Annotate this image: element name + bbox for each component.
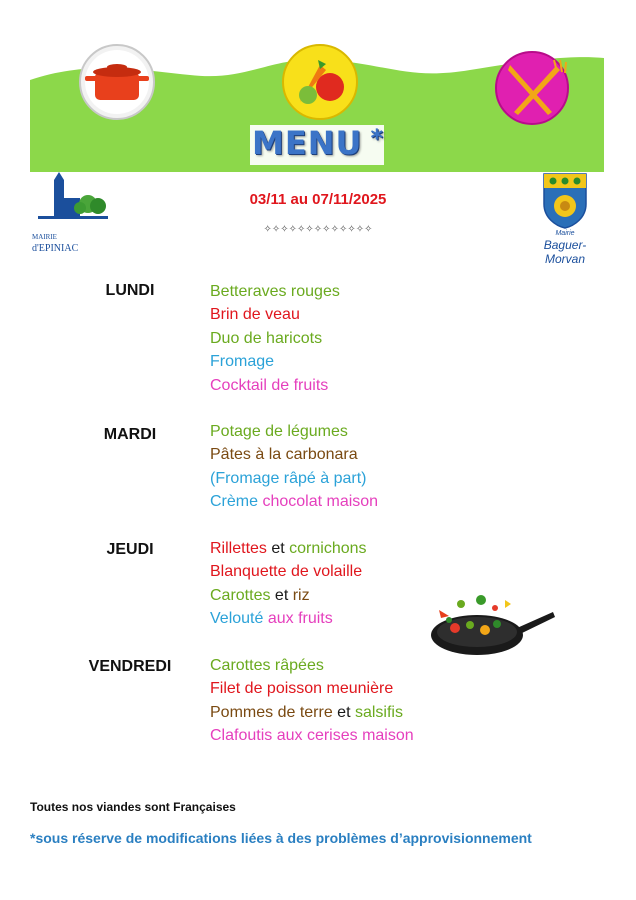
- dish-text: Blanquette de volaille: [210, 563, 363, 581]
- dish-text: et: [270, 586, 293, 604]
- dish-text: Brin de veau: [210, 306, 300, 324]
- dish-text: Pommes de terre: [210, 703, 333, 721]
- dish-text: Pâtes à la carbonara: [210, 446, 358, 464]
- footer-note-meat-origin: Toutes nos viandes sont Françaises: [30, 800, 236, 814]
- dish-item: [210, 490, 540, 513]
- dish-item: [210, 374, 540, 397]
- dish-text: aux fruits: [267, 610, 333, 628]
- baguer-morvan-mairie: Mairie: [555, 230, 575, 237]
- dish-text: Fromage: [210, 353, 275, 371]
- day-label-tuesday: MARDI: [103, 426, 157, 443]
- dish-item: [210, 350, 540, 373]
- dish-text: Filet de poisson meunière: [210, 680, 394, 698]
- dishes-monday: [210, 280, 540, 397]
- dish-item: [210, 280, 540, 303]
- cooking-pot-icon: [80, 45, 154, 119]
- dish-item: [210, 560, 540, 583]
- dish-text: Cocktail de fruits: [210, 376, 329, 394]
- epiniac-logo-name: d'EPINIAC: [32, 243, 79, 254]
- dishes-friday: [210, 654, 540, 748]
- dish-text: (Fromage râpé à part): [210, 469, 367, 487]
- knife-fork-icon: [496, 52, 568, 124]
- baguer-morvan-name: Baguer-Morvan: [543, 238, 587, 266]
- dish-text: Clafoutis aux cerises maison: [210, 727, 414, 745]
- dish-text: Carottes râpées: [210, 657, 324, 674]
- menu-title: [0, 124, 636, 162]
- dish-text: Crème: [210, 493, 263, 511]
- menu-title-asterisk: *: [370, 124, 385, 152]
- dish-text: riz: [292, 586, 310, 604]
- dish-item: [210, 701, 540, 724]
- dish-item: [210, 467, 540, 490]
- dish-item: [210, 724, 540, 747]
- day-label-monday: LUNDI: [105, 282, 155, 299]
- dish-text: salsifis: [354, 703, 403, 721]
- dish-text: Velouté: [210, 610, 268, 628]
- dish-text: cornichons: [289, 540, 367, 557]
- footer-note-disclaimer: *sous réserve de modifications liées à des problèmes d’approvisionnement: [30, 830, 532, 846]
- dish-text: Betteraves rouges: [210, 283, 340, 300]
- dish-text: Potage de légumes: [210, 423, 348, 440]
- dish-text: Duo de haricots: [210, 329, 323, 347]
- dish-text: Rillettes: [210, 540, 267, 557]
- frying-pan-illustration: [425, 590, 555, 665]
- dish-text: et: [332, 703, 355, 721]
- dish-item: [210, 420, 540, 443]
- epiniac-logo: [32, 170, 114, 254]
- baguer-morvan-logo: [524, 170, 606, 266]
- dish-text: chocolat maison: [262, 493, 379, 511]
- dishes-tuesday: [210, 420, 540, 514]
- date-range: 03/11 au 07/11/2025: [249, 191, 387, 208]
- epiniac-logo-mairie: MAIRIE: [32, 233, 57, 241]
- dish-item: [210, 303, 540, 326]
- dish-item: [210, 537, 540, 560]
- day-label-friday: VENDREDI: [88, 658, 172, 675]
- dish-item: [210, 677, 540, 700]
- dish-text: Carottes: [210, 586, 271, 604]
- day-label-thursday: JEUDI: [106, 541, 154, 558]
- dish-text: et: [266, 540, 290, 557]
- fruits-vegetables-icon: [283, 45, 357, 119]
- menu-title-text: MENU: [251, 124, 363, 162]
- dish-item: [210, 443, 540, 466]
- decorative-separator: ✧✧✧✧✧✧✧✧✧✧✧✧✧: [263, 224, 373, 235]
- dish-item: [210, 327, 540, 350]
